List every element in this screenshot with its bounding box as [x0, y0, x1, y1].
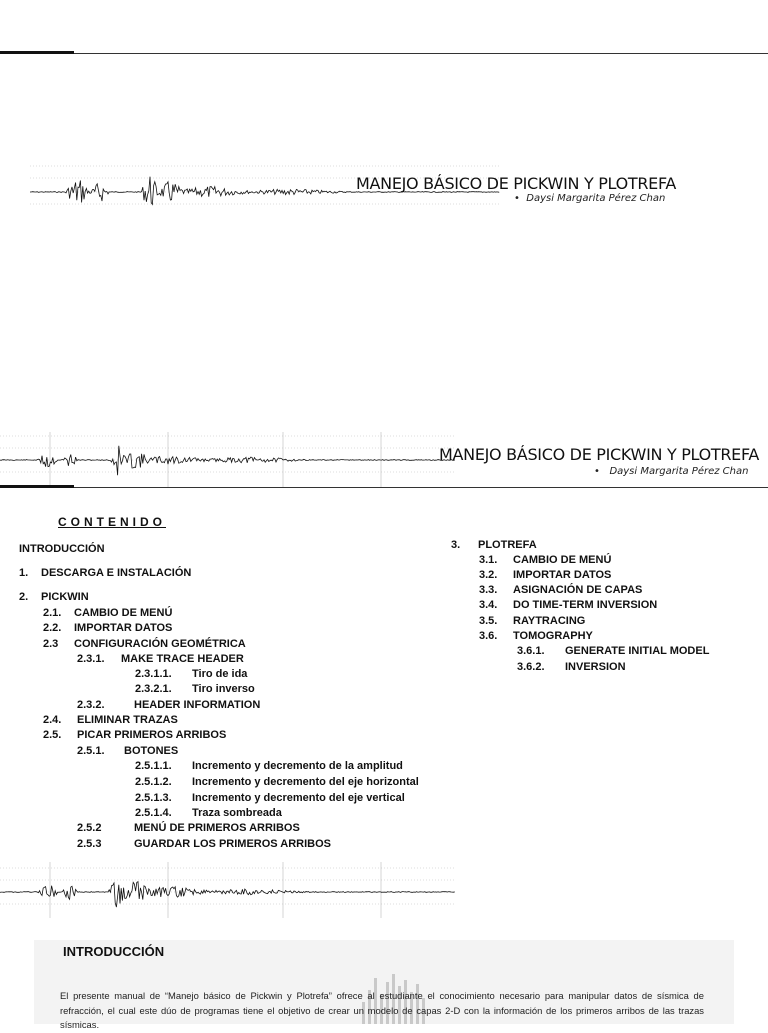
toc-entry-number: 2.3.2. [77, 699, 105, 711]
toc-entry-number: 3.6.2. [517, 661, 545, 673]
toc-entry-number: 3.6.1. [517, 645, 545, 657]
toc-entry [517, 645, 709, 657]
toc-entry [479, 615, 585, 627]
toc-entry-label: TOMOGRAPHY [513, 630, 593, 642]
slide1-author: • Daysi Margarita Pérez Chan [514, 193, 666, 204]
toc-entry [43, 729, 226, 741]
toc-entry [19, 543, 105, 555]
toc-entry-label: PICKWIN [41, 591, 89, 603]
toc-entry-label: IMPORTAR DATOS [74, 622, 173, 634]
seismic-waveform-2 [0, 432, 455, 488]
slide2-title: MANEJO BÁSICO DE PICKWIN Y PLOTREFA [439, 445, 760, 464]
toc-entry-label: DESCARGA E INSTALACIÓN [41, 567, 192, 579]
slide2-accent-bar [0, 485, 74, 488]
toc-entry [135, 760, 403, 772]
toc-heading: CONTENIDO [58, 515, 166, 529]
toc-entry-label: ELIMINAR TRAZAS [77, 714, 178, 726]
toc-entry-label: Incremento y decremento del eje vertical [192, 792, 405, 804]
toc-entry-label: HEADER INFORMATION [134, 699, 261, 711]
toc-entry [19, 567, 191, 579]
slide1-title: MANEJO BÁSICO DE PICKWIN Y PLOTREFA [356, 174, 677, 193]
toc-entry-number: 2.5. [43, 729, 62, 741]
toc-entry-label: CONFIGURACIÓN GEOMÉTRICA [74, 638, 246, 650]
toc-entry-number: 3.5. [479, 615, 498, 627]
toc-entry-label: Traza sombreada [192, 807, 282, 819]
toc-entry-label: BOTONES [124, 745, 179, 757]
toc-entry-label: DO TIME-TERM INVERSION [513, 599, 658, 611]
toc-entry [135, 792, 405, 804]
toc-entry-number: 2.2. [43, 622, 62, 634]
toc-entry-number: 2.5.3 [77, 838, 102, 850]
toc-entry-label: PICAR PRIMEROS ARRIBOS [77, 729, 227, 741]
toc-entry [479, 554, 611, 566]
toc-entry [135, 776, 419, 788]
toc-entry [479, 569, 611, 581]
toc-entry-number: 3.2. [479, 569, 498, 581]
toc-entry-label: CAMBIO DE MENÚ [513, 554, 612, 566]
toc-entry [479, 599, 657, 611]
toc-entry-number: 3.3. [479, 584, 498, 596]
toc-entry-label: RAYTRACING [513, 615, 586, 627]
intro-paragraph: El presente manual de “Manejo básico de Pickwin y Plotrefa” ofrece al estudiante el conocimiento necesario para manipular datos de sísmica de refracción, el cual este dúo de programas tiene el objetivo de crear un modelo de capas 2-D con la información de los primeros arribos de las trazas sísmicas. [60, 990, 704, 1030]
toc-entry [479, 584, 642, 596]
slide2-author-name: Daysi Margarita Pérez Chan [609, 466, 749, 477]
toc-entry [517, 661, 626, 673]
toc-entry [135, 807, 282, 819]
toc-entry [135, 668, 247, 680]
toc-entry-label: INVERSION [565, 661, 626, 673]
toc-entry-label: Incremento y decremento de la amplitud [192, 760, 403, 772]
toc-entry [43, 622, 172, 634]
toc-entry-number: 2.5.1.3. [135, 792, 172, 804]
slide2-author: • Daysi Margarita Pérez Chan [594, 466, 749, 477]
toc-entry [77, 745, 178, 757]
intro-heading: INTRODUCCIÓN [63, 944, 165, 959]
toc-entry-number: 2.5.1.4. [135, 807, 172, 819]
toc-entry-label: IMPORTAR DATOS [513, 569, 612, 581]
seismic-waveform-3 [0, 862, 455, 918]
toc-entry-number: 2.5.1. [77, 745, 105, 757]
toc-entry-label: MAKE TRACE HEADER [121, 653, 244, 665]
toc-entry [77, 699, 260, 711]
toc-entry-label: PLOTREFA [478, 539, 537, 551]
top-divider [0, 53, 768, 54]
toc-entry-number: 2.3.1. [77, 653, 105, 665]
seismic-trace-3 [0, 882, 455, 907]
toc-entry-number: 2.3.1.1. [135, 668, 172, 680]
top-accent-bar [0, 51, 74, 54]
toc-entry [43, 714, 178, 726]
seismic-trace-2 [0, 446, 455, 475]
toc-entry-number: 2.3.2.1. [135, 683, 172, 695]
slide2-divider [0, 487, 768, 488]
toc-entry [77, 653, 244, 665]
toc-entry-label: ASIGNACIÓN DE CAPAS [513, 584, 643, 596]
toc-entry-label: CAMBIO DE MENÚ [74, 607, 173, 619]
toc-entry-number: 2.4. [43, 714, 62, 726]
toc-entry [19, 591, 89, 603]
toc-entry-number: 2.3 [43, 638, 59, 650]
toc-entry-number: 3.1. [479, 554, 498, 566]
toc-entry-number: 3. [451, 539, 461, 551]
toc-entry-label: INTRODUCCIÓN [19, 543, 105, 555]
grid-lines-3 [0, 862, 455, 918]
toc-entry-label: Tiro de ida [192, 668, 248, 680]
toc-entry-label: GENERATE INITIAL MODEL [565, 645, 710, 657]
toc-entry-number: 2.5.1.1. [135, 760, 172, 772]
toc-entry [77, 822, 300, 834]
toc-entry [43, 638, 246, 650]
toc-entry-number: 3.6. [479, 630, 498, 642]
toc-entry-label: Tiro inverso [192, 683, 255, 695]
toc-entry-label: MENÚ DE PRIMEROS ARRIBOS [134, 822, 300, 834]
toc-entry [43, 607, 172, 619]
toc-entry [135, 683, 255, 695]
toc-entry [451, 539, 537, 551]
toc-entry [479, 630, 593, 642]
toc-entry-number: 2. [19, 591, 29, 603]
toc-entry-label: Incremento y decremento del eje horizontal [192, 776, 419, 788]
toc-entry-number: 2.1. [43, 607, 62, 619]
toc-entry-number: 3.4. [479, 599, 498, 611]
toc-entry-label: GUARDAR LOS PRIMEROS ARRIBOS [134, 838, 331, 850]
toc-entry-number: 2.5.1.2. [135, 776, 172, 788]
toc-entry-number: 1. [19, 567, 29, 579]
toc-entry [77, 838, 331, 850]
slide1-author-name: Daysi Margarita Pérez Chan [526, 193, 666, 204]
toc-entry-number: 2.5.2 [77, 822, 102, 834]
